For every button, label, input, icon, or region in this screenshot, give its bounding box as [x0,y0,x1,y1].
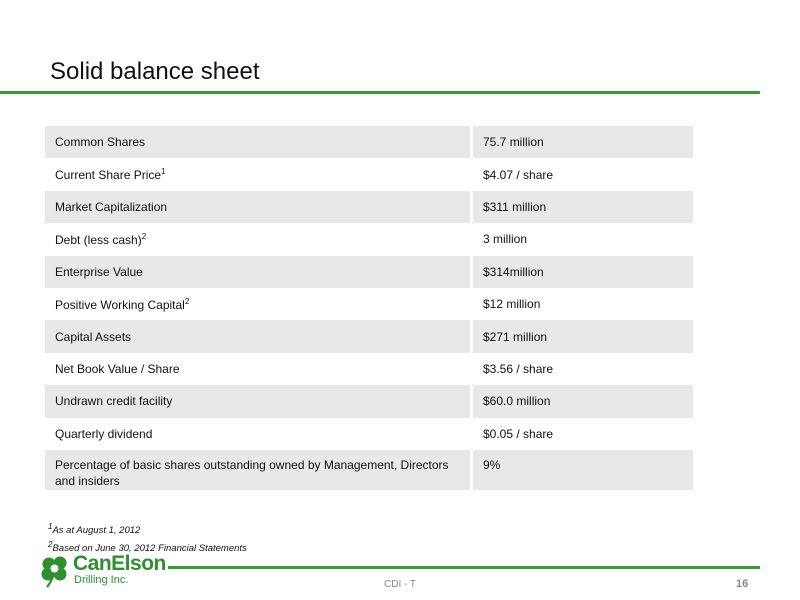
table-row [45,126,693,158]
row-label: Undrawn credit facility [45,385,472,417]
row-value: 3 million [483,232,528,247]
row-label: Debt (less cash)$^2$ [45,223,472,255]
title-divider [0,91,760,94]
footnote-ref: 1 [161,167,166,177]
table-row [45,418,693,450]
footnote-ref: 2 [141,231,147,241]
row-value: $311 million [472,191,694,223]
table-row [45,223,693,255]
row-label: Percentage of basic shares outstanding owned by Management, Directors and insiders [45,450,472,490]
footer-ticker: CDI - T [384,579,417,590]
company-logo [40,554,180,590]
table-row [45,385,693,417]
row-value: 9% [472,450,694,490]
footnote-ref: 2 [184,296,190,306]
table-row [45,353,693,385]
logo-name: CanElson [73,552,166,575]
page-number: 16 [736,578,749,590]
row-value: 75.7 million [472,126,694,158]
row-value: $12 million [483,297,541,312]
footnote: $^2$Based on June 30, 2012 Financial Statements [48,540,247,555]
balance-sheet-table [45,126,693,490]
table-row [45,191,693,223]
row-value: $271 million [472,320,694,352]
logo-subtitle: Drilling Inc. [74,574,129,586]
table-row [45,320,693,352]
row-label: Current Share Price$^1$ [45,158,472,190]
row-label: Enterprise Value [45,256,472,288]
row-value: $314million [472,256,694,288]
row-label: Market Capitalization [45,191,472,223]
row-value: $4.07 / share [483,167,554,182]
footnote: $^1$As at August 1, 2012 [48,522,141,537]
row-label: Positive Working Capital$^2$ [45,288,472,320]
row-label: Quarterly dividend [45,418,472,450]
row-label: Net Book Value / Share [45,353,472,385]
slide-title: Solid balance sheet [50,58,260,85]
clover-icon [40,555,70,589]
footnotes [48,520,247,556]
table-row [45,256,693,288]
row-label: Capital Assets [45,320,472,352]
row-label: Common Shares [45,126,472,158]
row-value: $60.0 million [472,385,694,417]
table-row [45,158,693,190]
footer-divider [168,566,760,569]
row-value: $3.56 / share [483,361,554,376]
row-value: $0.05 / share [483,426,554,441]
table-row [45,450,693,490]
table-row [45,288,693,320]
